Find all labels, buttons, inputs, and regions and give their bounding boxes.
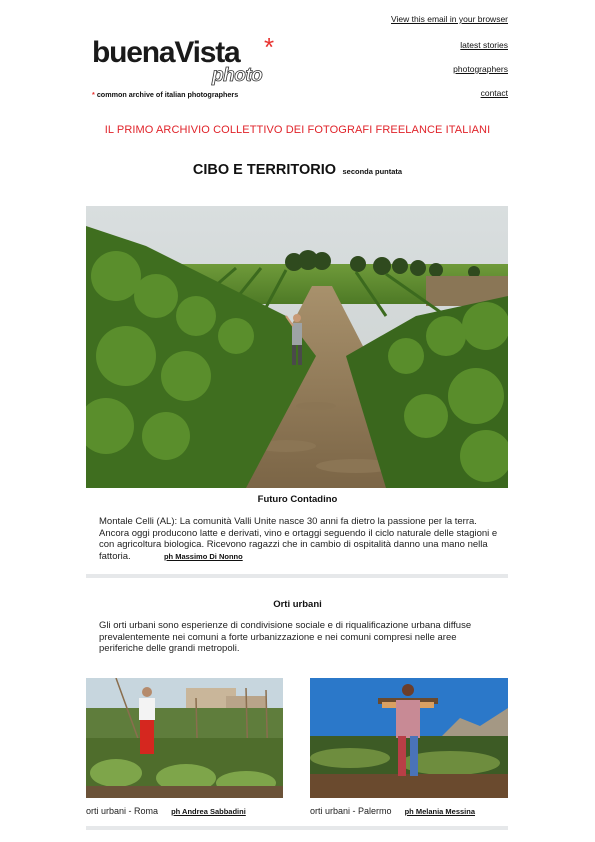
palermo-caption-text: orti urbani - Palermo <box>310 806 392 816</box>
contact-link[interactable]: contact <box>480 88 508 98</box>
section-subtitle: seconda puntata <box>342 167 403 176</box>
story1-credit-link[interactable]: ph Massimo Di Nonno <box>163 551 243 561</box>
story2-body: Gli orti urbani sono esperienze di condivisione sociale e di riqualificazione urbana diffuse prevalentemente nei comuni a forte urbanizzazione e nei comuni compresi nelle aree periferiche delle grandi metropoli. <box>99 620 472 654</box>
roma-credit-link[interactable]: ph Andrea Sabbadini <box>171 807 246 816</box>
latest-stories-link[interactable]: latest stories <box>460 40 508 50</box>
story1-text: Montale Celli (AL): La comunità Valli Unite nasce 30 anni fa dietro la passione per la terra. Ancora oggi producono latte e derivati, vino e ortaggi seguendo il ciclo naturale delle stagioni e con agricoltura biologica. Ricevono ragazzi che in cambio di ospitalità danno una mano nella fattoria. <box>99 516 498 562</box>
headline: IL PRIMO ARCHIVIO COLLETTIVO DEI FOTOGRAFI FREELANCE ITALIANI <box>104 124 491 136</box>
roma-caption <box>86 806 246 816</box>
section-title-main: CIBO E TERRITORIO <box>192 162 337 178</box>
divider <box>86 574 508 578</box>
photographers-link[interactable]: photographers <box>453 64 508 74</box>
palermo-caption <box>310 806 475 816</box>
view-in-browser-link[interactable]: View this email in your browser <box>391 14 508 24</box>
palermo-scarecrow-photo[interactable] <box>310 678 508 798</box>
tagline <box>92 90 238 99</box>
divider-bottom <box>86 826 508 830</box>
section-title <box>0 161 595 179</box>
palermo-credit-link[interactable]: ph Melania Messina <box>404 807 476 816</box>
logo-photo-word: photo <box>212 65 263 86</box>
tagline-text: common archive of italian photographers <box>96 90 239 99</box>
logo-wordmark: buenaVista <box>92 36 240 69</box>
tagline-asterisk: * <box>92 90 95 99</box>
story1-body <box>99 516 499 562</box>
logo-asterisk: * <box>264 32 275 62</box>
roma-caption-text: orti urbani - Roma <box>86 806 159 816</box>
roma-garden-photo[interactable] <box>86 678 283 798</box>
story1-title: Futuro Contadino <box>257 494 338 505</box>
vineyard-photo[interactable] <box>86 206 508 488</box>
story2-title: Orti urbani <box>273 599 322 610</box>
